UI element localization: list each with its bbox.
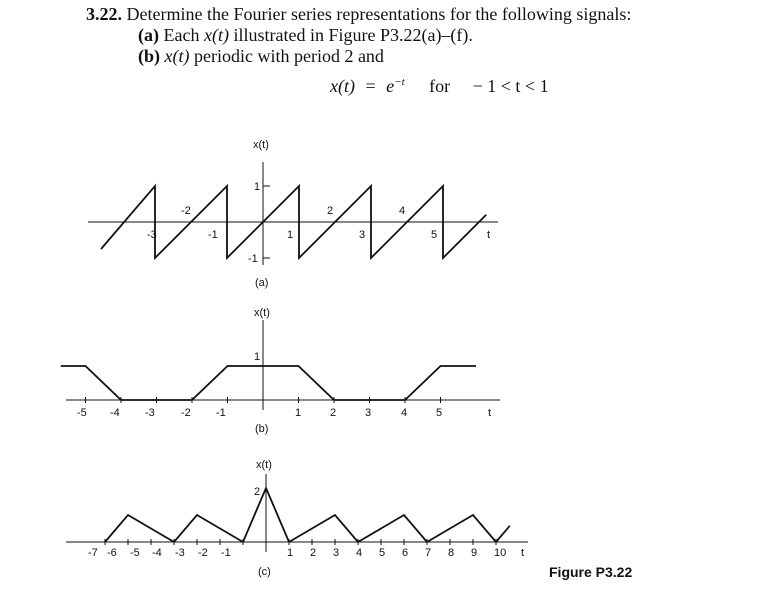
part-a-text-1: Each — [163, 25, 200, 45]
panel-c-xtick-4: 4 — [356, 547, 363, 559]
part-b-label: (b) — [138, 46, 160, 66]
panel-b-xtick-2: 2 — [330, 407, 337, 419]
panel-a-xtick-neg3: -3 — [147, 229, 157, 241]
panel-a-xtick-2: 2 — [327, 205, 334, 217]
panel-b-xlabel: t — [488, 407, 492, 419]
equation-eq: = — [365, 76, 376, 96]
panel-b-xtick-neg5: -5 — [77, 407, 87, 419]
panel-c-xtick-6: 6 — [402, 547, 409, 559]
part-a-var: x(t) — [203, 25, 229, 45]
panel-a-xlabel: t — [487, 229, 491, 241]
part-a-label: (a) — [138, 25, 159, 45]
panel-b-label: (b) — [255, 423, 269, 435]
panel-b-ytick-label-1: 1 — [254, 351, 261, 363]
panel-c-xtick-neg1: -1 — [221, 547, 231, 559]
panel-b-xtick-5: 5 — [436, 407, 443, 419]
panel-a-xtick-1: 1 — [287, 229, 294, 241]
figure-caption: Figure P3.22 — [549, 564, 633, 580]
panel-b-xtick-neg4: -4 — [110, 407, 120, 419]
part-b-var: x(t) — [164, 46, 190, 66]
panel-c-xtick-8: 8 — [448, 547, 455, 559]
panel-c-xtick-5: 5 — [379, 547, 386, 559]
panel-c-xtick-9: 9 — [471, 547, 478, 559]
panel-a-xtick-4: 4 — [399, 205, 406, 217]
panel-c — [66, 459, 528, 578]
panel-c-xtick-2: 2 — [310, 547, 317, 559]
problem-number: 3.22. — [86, 4, 122, 24]
equation-range: − 1 < t < 1 — [472, 76, 549, 96]
panel-c-xtick-neg5: -5 — [130, 547, 140, 559]
panel-b-xtick-1: 1 — [295, 407, 302, 419]
part-b-text: periodic with period 2 and — [193, 46, 384, 66]
part-a-text-2: illustrated in Figure P3.22(a)–(f). — [233, 25, 473, 45]
panel-c-triangle-line — [105, 488, 510, 542]
panel-c-xtick-neg2: -2 — [198, 547, 208, 559]
panel-a — [88, 139, 498, 289]
panel-c-xtick-3: 3 — [333, 547, 340, 559]
panel-c-xtick-10: 10 — [494, 547, 507, 559]
panel-c-xtick-neg6: -6 — [107, 547, 117, 559]
panel-c-xtick-7: 7 — [425, 547, 432, 559]
panel-c-xtick-neg7: -7 — [88, 547, 98, 559]
panel-b-xtick-neg1: -1 — [216, 407, 226, 419]
panel-a-label: (a) — [255, 277, 269, 289]
equation-for: for — [429, 76, 451, 96]
equation-rhs: e — [386, 76, 395, 96]
panel-b-xtick-4: 4 — [401, 407, 408, 419]
panel-a-ytick-label-1: 1 — [254, 181, 261, 193]
panel-a-xtick-5: 5 — [431, 229, 438, 241]
panel-b-ylabel: x(t) — [254, 307, 270, 319]
problem-intro: Determine the Fourier series representations for the following signals: — [126, 4, 632, 24]
panel-c-ytick-label-2: 2 — [254, 486, 261, 498]
panel-a-xtick-3: 3 — [359, 229, 366, 241]
panel-c-ylabel: x(t) — [256, 459, 272, 471]
panel-c-label: (c) — [258, 566, 271, 578]
panel-a-xtick-neg2: -2 — [181, 205, 191, 217]
panel-a-ytick-label-neg1: -1 — [248, 253, 258, 265]
panel-b-xtick-neg3: -3 — [145, 407, 155, 419]
panel-c-xlabel: t — [521, 547, 525, 559]
panel-b-trapezoid-line — [61, 366, 476, 400]
panel-b-xtick-3: 3 — [365, 407, 372, 419]
panel-a-xtick-neg1: -1 — [208, 229, 218, 241]
panel-b — [61, 307, 500, 435]
equation-exponent: −t — [394, 76, 405, 88]
panel-a-ylabel: x(t) — [253, 139, 269, 151]
panel-c-xtick-neg4: -4 — [152, 547, 162, 559]
panel-b-xtick-neg2: -2 — [181, 407, 191, 419]
equation-lhs: x(t) — [330, 76, 355, 96]
panel-c-xtick-1: 1 — [287, 547, 294, 559]
panel-c-xtick-neg3: -3 — [175, 547, 185, 559]
